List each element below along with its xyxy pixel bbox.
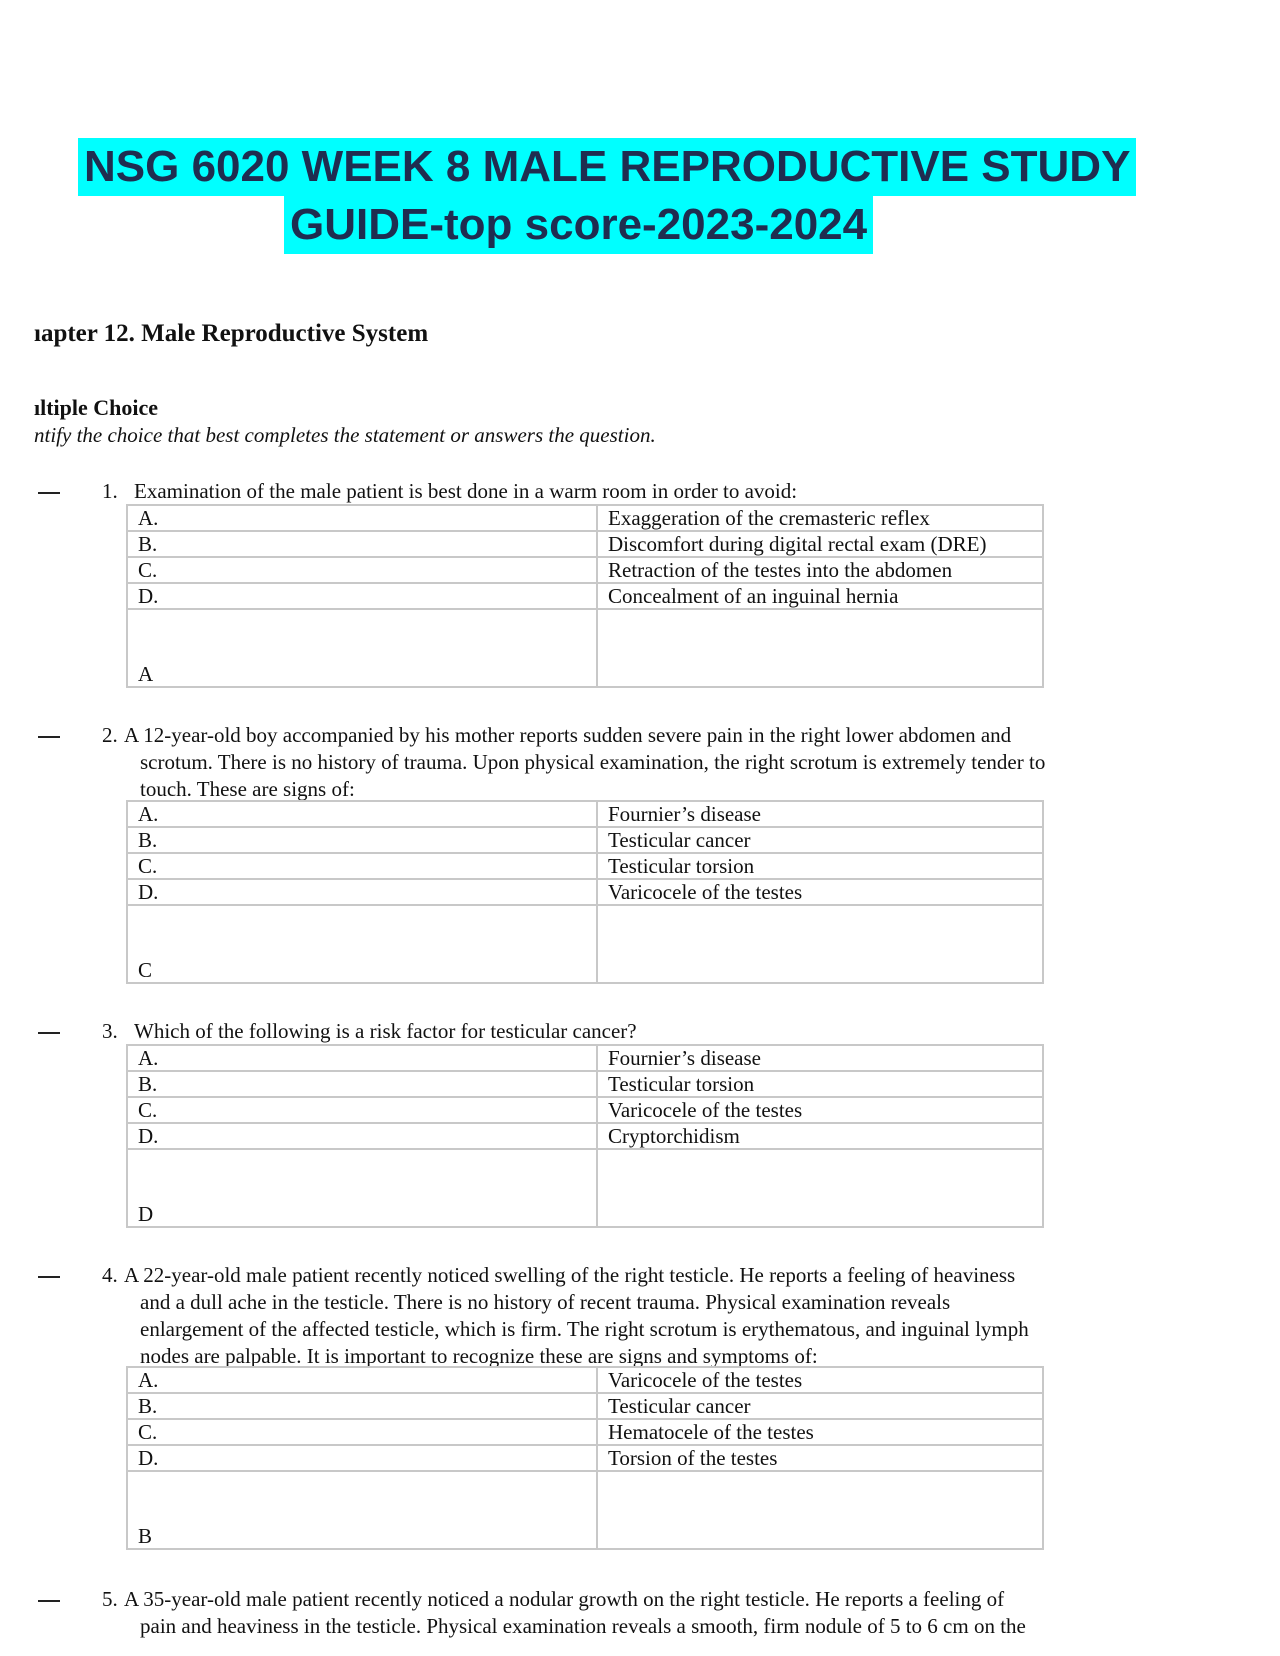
answer-blank <box>38 1586 60 1602</box>
option-row: C. Hematocele of the testes <box>127 1419 1043 1445</box>
answer-blank <box>38 722 60 738</box>
title-line-2: GUIDE-top score-2023-2024 <box>284 196 873 254</box>
options-table <box>126 504 1044 688</box>
options-table <box>126 1044 1044 1228</box>
question-text: 4. A 22-year-old male patient recently noticed swelling of the right testicle. He reports a feeling of heaviness and a dull ache in the testicle. There is no history of recent trauma. Physical examination reveals enlargement of the affected testicle, which is firm. The right scrotum is erythematous, and inguinal lymph nodes are palpable. It is important to recognize these are signs and symptoms of: <box>102 1263 1029 1368</box>
chapter-heading: ıapter 12. Male Reproductive System <box>34 320 429 347</box>
option-row: D. Varicocele of the testes <box>127 879 1043 905</box>
answer-key: A <box>127 609 597 687</box>
question-text: 5. A 35-year-old male patient recently noticed a nodular growth on the right testicle. He reports a feeling of pain and heaviness in the testicle. Physical examination reveals a smooth, firm nodule of 5 to 6 cm on the <box>102 1587 1026 1638</box>
option-row: B. Discomfort during digital rectal exam (DRE) <box>127 531 1043 557</box>
option-row: B. Testicular cancer <box>127 1393 1043 1419</box>
title-line-1: NSG 6020 WEEK 8 MALE REPRODUCTIVE STUDY <box>78 138 1136 196</box>
instructions: ntify the choice that best completes the statement or answers the question. <box>34 423 656 447</box>
answer-row <box>127 1471 1043 1549</box>
option-row: D. Cryptorchidism <box>127 1123 1043 1149</box>
option-row: D. Concealment of an inguinal hernia <box>127 583 1043 609</box>
section-heading: ıltiple Choice <box>34 395 159 420</box>
question-text: 3. Which of the following is a risk factor for testicular cancer? <box>102 1019 637 1043</box>
option-row: D. Torsion of the testes <box>127 1445 1043 1471</box>
option-row: A. Varicocele of the testes <box>127 1367 1043 1393</box>
option-row: C. Testicular torsion <box>127 853 1043 879</box>
answer-blank <box>38 478 60 494</box>
option-row: A. Fournier’s disease <box>127 1045 1043 1071</box>
option-row: B. Testicular cancer <box>127 827 1043 853</box>
options-table <box>126 800 1044 984</box>
answer-key: C <box>127 905 597 983</box>
option-row: C. Varicocele of the testes <box>127 1097 1043 1123</box>
options-table <box>126 1366 1044 1550</box>
answer-blank <box>38 1262 60 1278</box>
answer-row <box>127 1149 1043 1227</box>
answer-key: D <box>127 1149 597 1227</box>
answer-blank <box>38 1018 60 1034</box>
option-row: C. Retraction of the testes into the abdomen <box>127 557 1043 583</box>
answer-row <box>127 905 1043 983</box>
option-row: A. Exaggeration of the cremasteric reflex <box>127 505 1043 531</box>
answer-key: B <box>127 1471 597 1549</box>
answer-row <box>127 609 1043 687</box>
option-row: B. Testicular torsion <box>127 1071 1043 1097</box>
question-text: 1. Examination of the male patient is best done in a warm room in order to avoid: <box>102 479 798 503</box>
question-text: 2. A 12-year-old boy accompanied by his mother reports sudden severe pain in the right lower abdomen and scrotum. There is no history of trauma. Upon physical examination, the right scrotum is extremely tender to touch. These are signs of: <box>102 723 1046 801</box>
option-row: A. Fournier’s disease <box>127 801 1043 827</box>
